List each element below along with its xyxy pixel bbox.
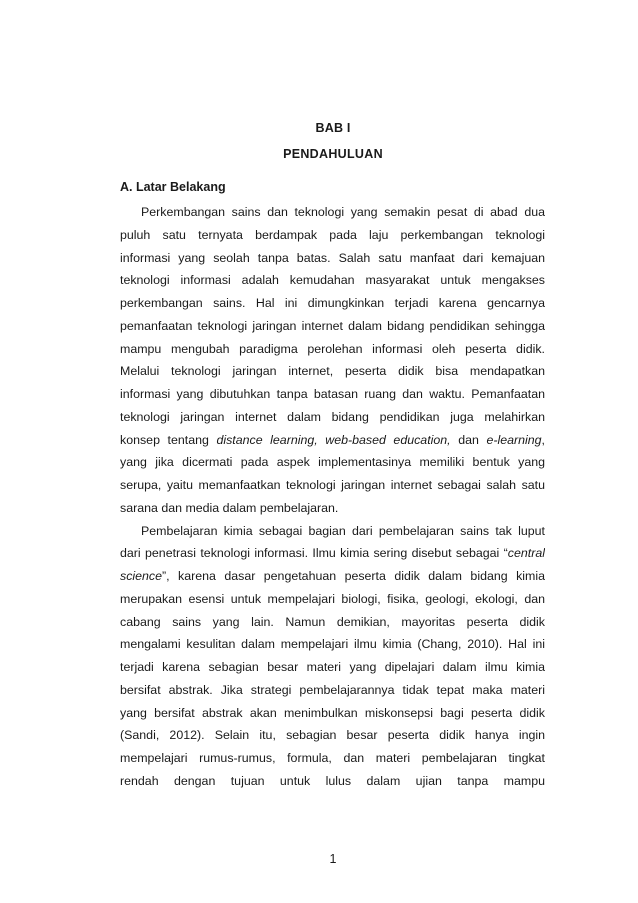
paragraph-line-with-italics (120, 542, 545, 565)
paragraph-line: puluh satu ternyata berdampak pada laju perkembangan teknologi (120, 227, 545, 242)
paragraph-line: informasi yang seolah tanpa batas. Salah satu manfaat dari kemajuan (120, 250, 545, 265)
body-text (120, 201, 545, 793)
paragraph-line-with-italics (120, 565, 545, 588)
italic-term: distance learning, web-based education, (216, 432, 451, 447)
section-heading: A. Latar Belakang (120, 180, 226, 194)
paragraph-line: terjadi karena sebagian besar materi yang dipelajari dalam ilmu kimia (120, 660, 545, 674)
paragraph-line: Pembelajaran kimia sebagai bagian dari pembelajaran sains tak luput (141, 523, 545, 538)
paragraph-line: Melalui teknologi jaringan internet, peserta didik bisa mendapatkan (120, 364, 545, 379)
paragraph-line: bersifat abstrak. Jika strategi pembelajarannya tidak tepat maka materi (120, 682, 545, 697)
page-number: 1 (329, 852, 337, 866)
paragraph-line: mempelajari rumus-rumus, formula, dan materi pembelajaran tingkat (120, 751, 545, 765)
paragraph-line: perkembangan sains. Hal ini dimungkinkan terjadi karena gencarnya (120, 296, 545, 310)
italic-term: science (120, 569, 163, 583)
text-segment: konsep tentang (120, 432, 217, 447)
text-segment: ”, karena dasar pengetahuan peserta didik dalam bidang kimia (162, 569, 545, 583)
paragraph-line: yang jika dicermati pada aspek implementasinya memiliki bentuk yang (120, 455, 545, 470)
paragraph-line: Perkembangan sains dan teknologi yang semakin pesat di abad dua (141, 205, 545, 219)
paragraph-line: teknologi jaringan internet dalam bidang pendidikan juga melahirkan (120, 409, 545, 424)
paragraph-line: mengalami kesulitan dalam mempelajari ilmu kimia (Chang, 2010). Hal ini (120, 637, 545, 652)
paragraph-line-with-italics (120, 429, 545, 452)
paragraph-line: pemanfaatan teknologi jaringan internet dalam bidang pendidikan sehingga (120, 318, 545, 333)
paragraph-line: serupa, yaitu memanfaatkan teknologi jaringan internet sebagai salah satu (120, 478, 545, 492)
paragraph-line: teknologi informasi adalah kemudahan masyarakat untuk mengakses (120, 273, 545, 288)
italic-term: central (507, 546, 545, 561)
paragraph-line: cabang sains yang lain. Namun demikian, mayoritas peserta didik (120, 614, 545, 629)
paragraph-line: informasi yang dibutuhkan tanpa batasan ruang dan waktu. Pemanfaatan (120, 387, 545, 401)
paragraph-line: (Sandi, 2012). Selain itu, sebagian besar peserta didik hanya ingin (120, 728, 545, 743)
chapter-title: PENDAHULUAN (283, 147, 383, 161)
chapter-label: BAB I (315, 121, 351, 135)
paragraph-line: merupakan esensi untuk mempelajari biologi, fisika, geologi, ekologi, dan (120, 591, 545, 606)
paragraph-line: rendah dengan tujuan untuk lulus dalam ujian tanpa mampu (120, 773, 545, 788)
italic-term: e-learning (486, 432, 542, 447)
text-segment: dari penetrasi teknologi informasi. Ilmu kimia sering disebut sebagai “ (120, 546, 508, 561)
paragraph-line: mampu mengubah paradigma perolehan informasi oleh peserta didik. (120, 341, 545, 356)
text-segment: , (541, 432, 545, 447)
paragraph-line: sarana dan media dalam pembelajaran. (120, 500, 339, 515)
text-segment: dan (450, 432, 487, 447)
paragraph-line: yang bersifat abstrak akan menimbulkan miskonsepsi bagi peserta didik (120, 705, 545, 720)
